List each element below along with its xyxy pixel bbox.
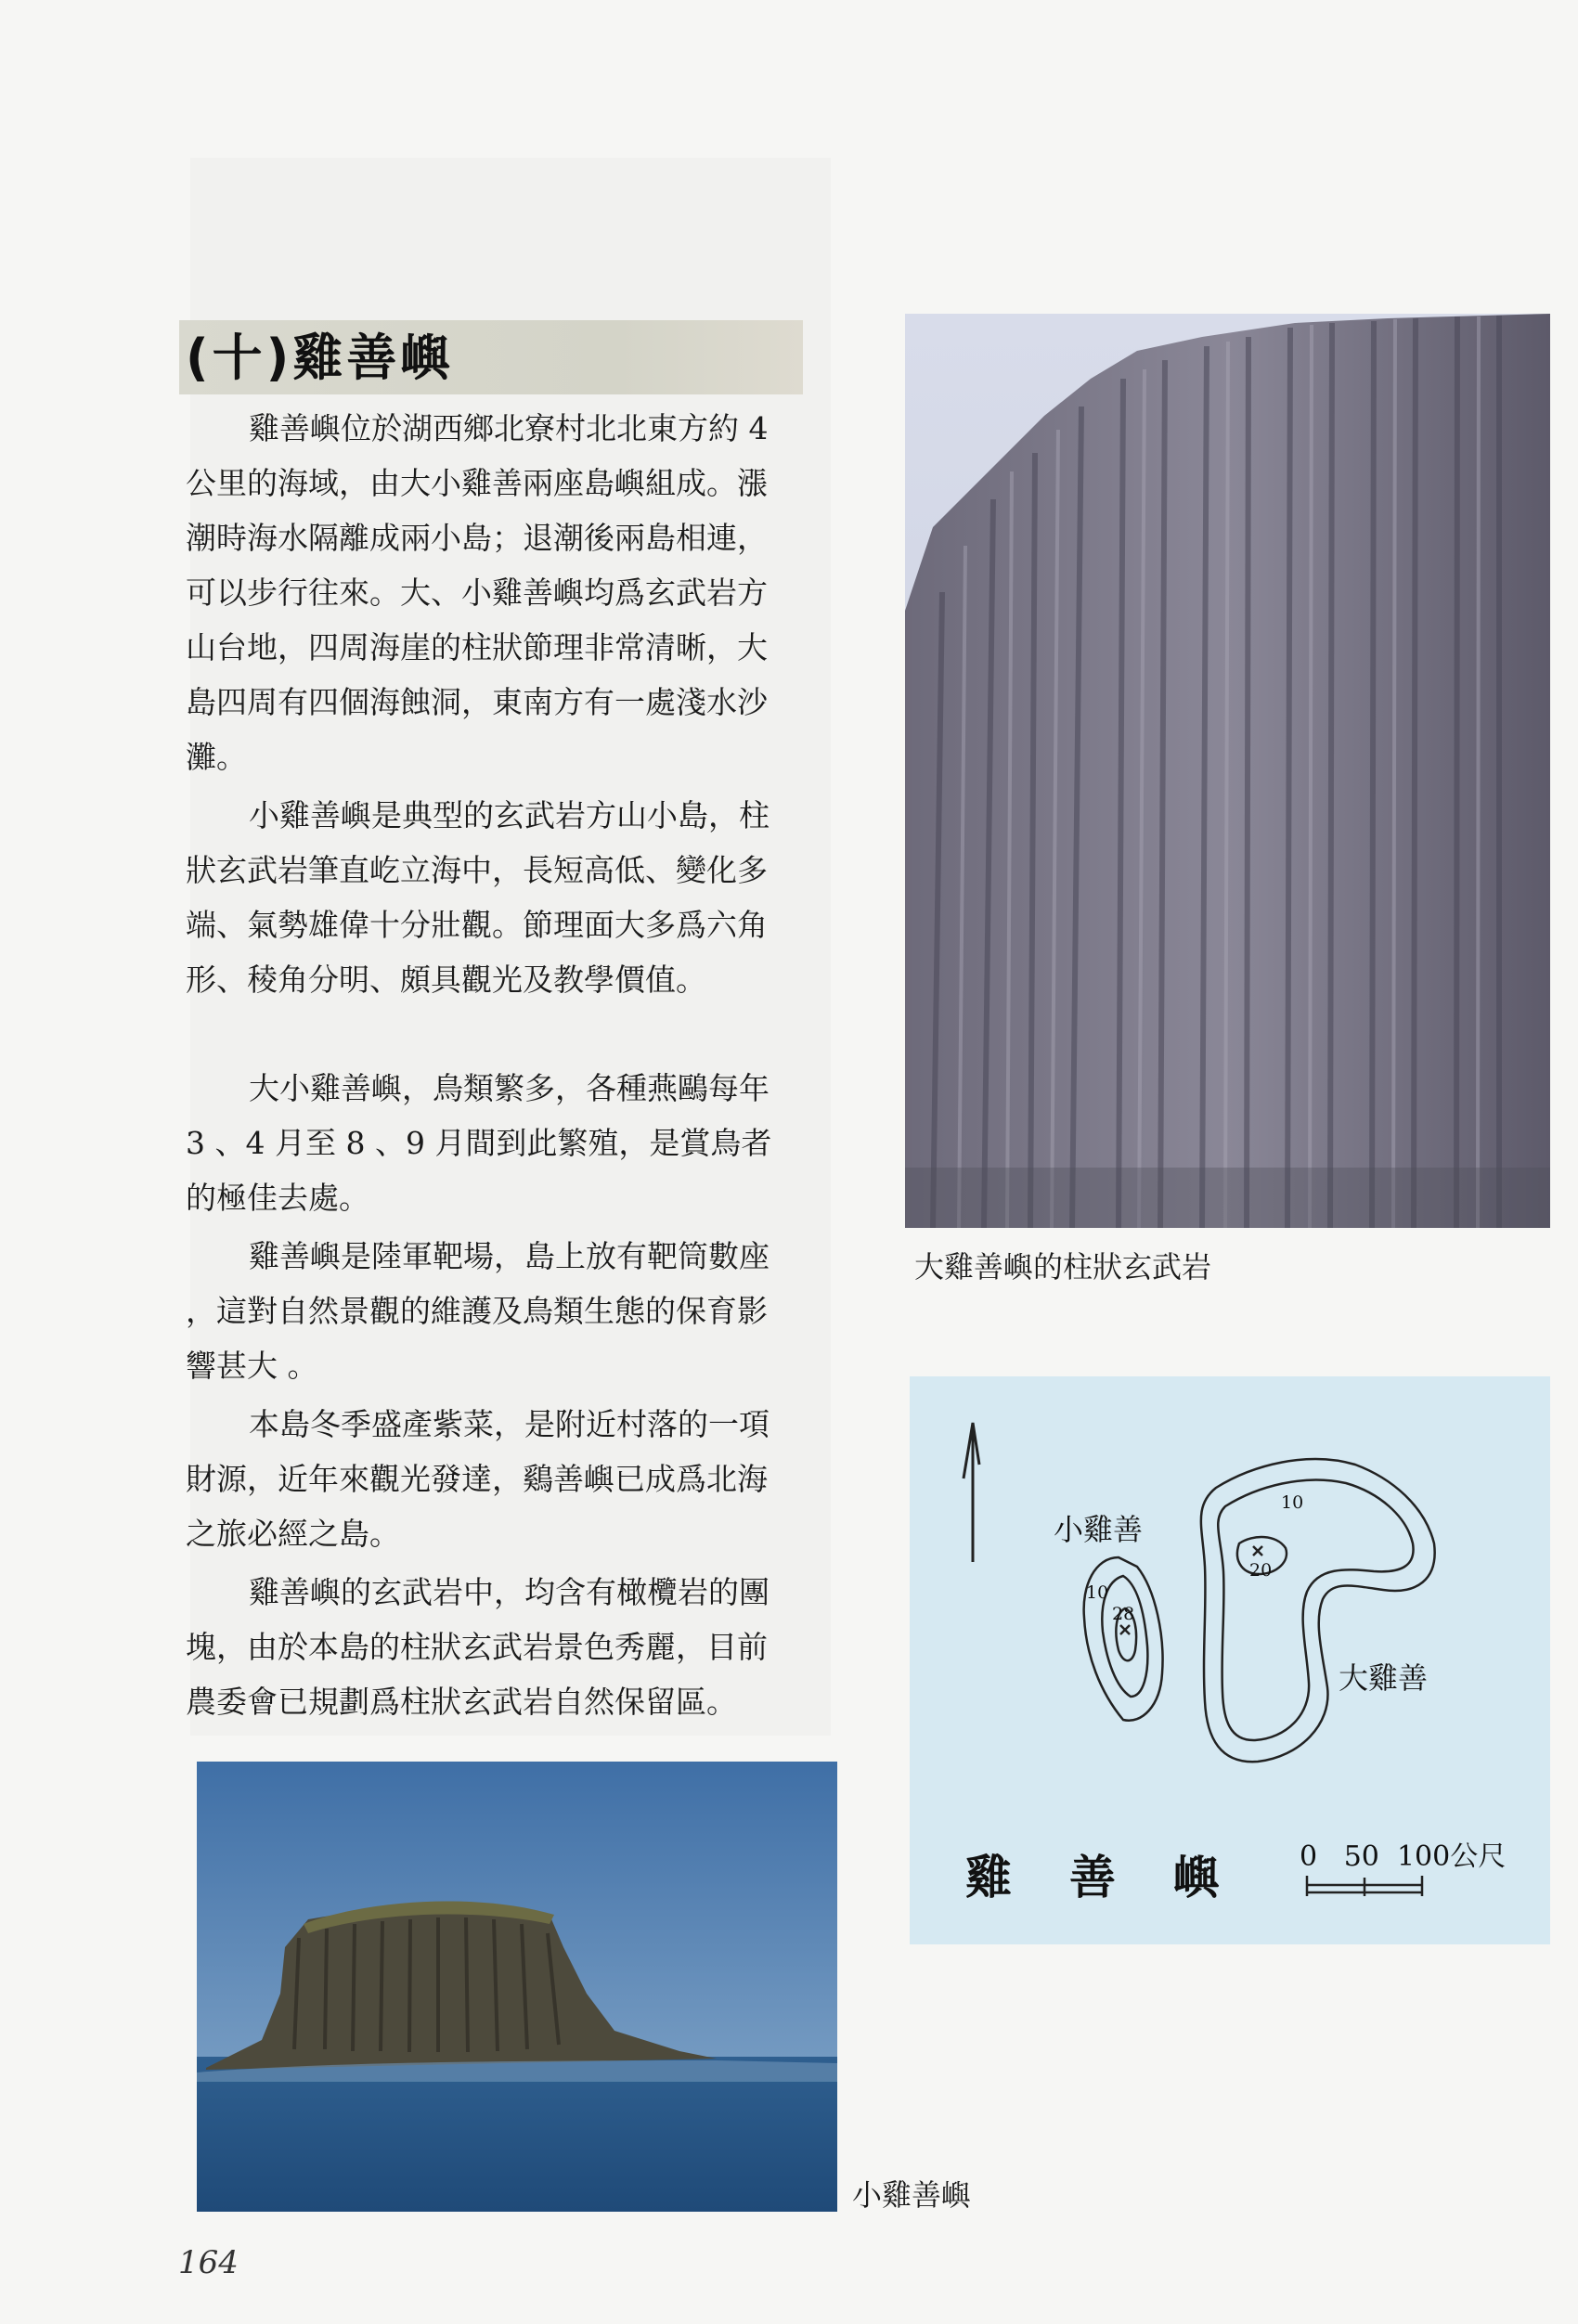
paragraph <box>186 788 817 1007</box>
topographic-map <box>910 1376 1550 1944</box>
text-line: 財源，近年來觀光發達，鷄善嶼已成爲北海 <box>186 1461 768 1497</box>
paragraph <box>186 401 817 784</box>
paragraph <box>186 1565 817 1729</box>
text-line: 雞善嶼是陸軍靶場，島上放有靶筒數座 <box>249 1238 770 1274</box>
cliff-photo-caption: 大雞善嶼的柱狀玄武岩 <box>914 1249 1212 1285</box>
text-line: ，這對自然景觀的維護及鳥類生態的保育影 <box>186 1293 768 1329</box>
large-island-contours <box>1201 1459 1435 1762</box>
paragraph <box>186 1229 817 1393</box>
text-line: 雞善嶼的玄武岩中，均含有橄欖岩的團 <box>249 1574 770 1610</box>
text-line: 3 、4 月至 8 、9 月間到此繁殖，是賞鳥者 <box>186 1125 772 1161</box>
paragraph <box>186 1061 817 1225</box>
text-line: 響甚大 。 <box>186 1348 318 1384</box>
text-line: 小雞善嶼是典型的玄武岩方山小島，柱 <box>249 797 770 833</box>
text-line: 之旅必經之島。 <box>186 1516 400 1552</box>
text-line: 島四周有四個海蝕洞，東南方有一處淺水沙 <box>186 684 768 720</box>
text-line: 的極佳去處。 <box>186 1180 369 1216</box>
scale-bar <box>1307 1876 1422 1896</box>
small-island-label: 小雞善 <box>1054 1512 1144 1547</box>
text-line: 大小雞善嶼，鳥類繁多，各種燕鷗每年 <box>249 1070 770 1106</box>
peak-elevation-label: 20 <box>1249 1560 1273 1581</box>
text-line: 塊，由於本島的柱狀玄武岩景色秀麗，目前 <box>186 1629 768 1665</box>
text-line: 可以步行往來。大、小雞善嶼均爲玄武岩方 <box>186 575 768 611</box>
text-line: 形、稜角分明、頗具觀光及教學價值。 <box>186 962 706 998</box>
text-line: 農委會已規劃爲柱狀玄武岩自然保留區。 <box>186 1684 737 1720</box>
peak-marks <box>1120 1546 1262 1634</box>
islet-photo <box>197 1762 837 2212</box>
text-line: 本島冬季盛產紫菜，是附近村落的一項 <box>249 1406 770 1442</box>
cliff-photo <box>905 314 1550 1228</box>
paragraph <box>186 1397 817 1561</box>
text-line: 雞善嶼位於湖西鄉北寮村北北東方約 4 <box>249 410 769 446</box>
peak-elevation-label: 28 <box>1112 1604 1135 1624</box>
text-line: 公里的海域，由大小雞善兩座島嶼組成。漲 <box>186 465 768 501</box>
large-island-label: 大雞善 <box>1339 1660 1429 1696</box>
text-line: 端、氣勢雄偉十分壯觀。節理面大多爲六角 <box>186 907 768 943</box>
map-title: 雞善嶼 <box>965 1851 1277 1904</box>
text-line: 潮時海水隔離成兩小島；退潮後兩島相連， <box>186 520 768 556</box>
page-number: 164 <box>178 2244 239 2281</box>
north-arrow-icon <box>964 1423 979 1562</box>
text-line: 灘。 <box>186 739 247 775</box>
text-line: 狀玄武岩筆直屹立海中，長短高低、變化多 <box>186 852 768 888</box>
text-line: 山台地，四周海崖的柱狀節理非常清晰，大 <box>186 629 768 665</box>
body-text <box>186 401 817 1729</box>
islet-photo-caption: 小雞善嶼 <box>852 2177 972 2213</box>
contour-label: 10 <box>1281 1492 1304 1513</box>
contour-label: 10 <box>1086 1582 1109 1603</box>
scale-label: 0 50 100公尺 <box>1300 1840 1507 1873</box>
section-heading: (十)雞善嶼 <box>186 329 455 387</box>
